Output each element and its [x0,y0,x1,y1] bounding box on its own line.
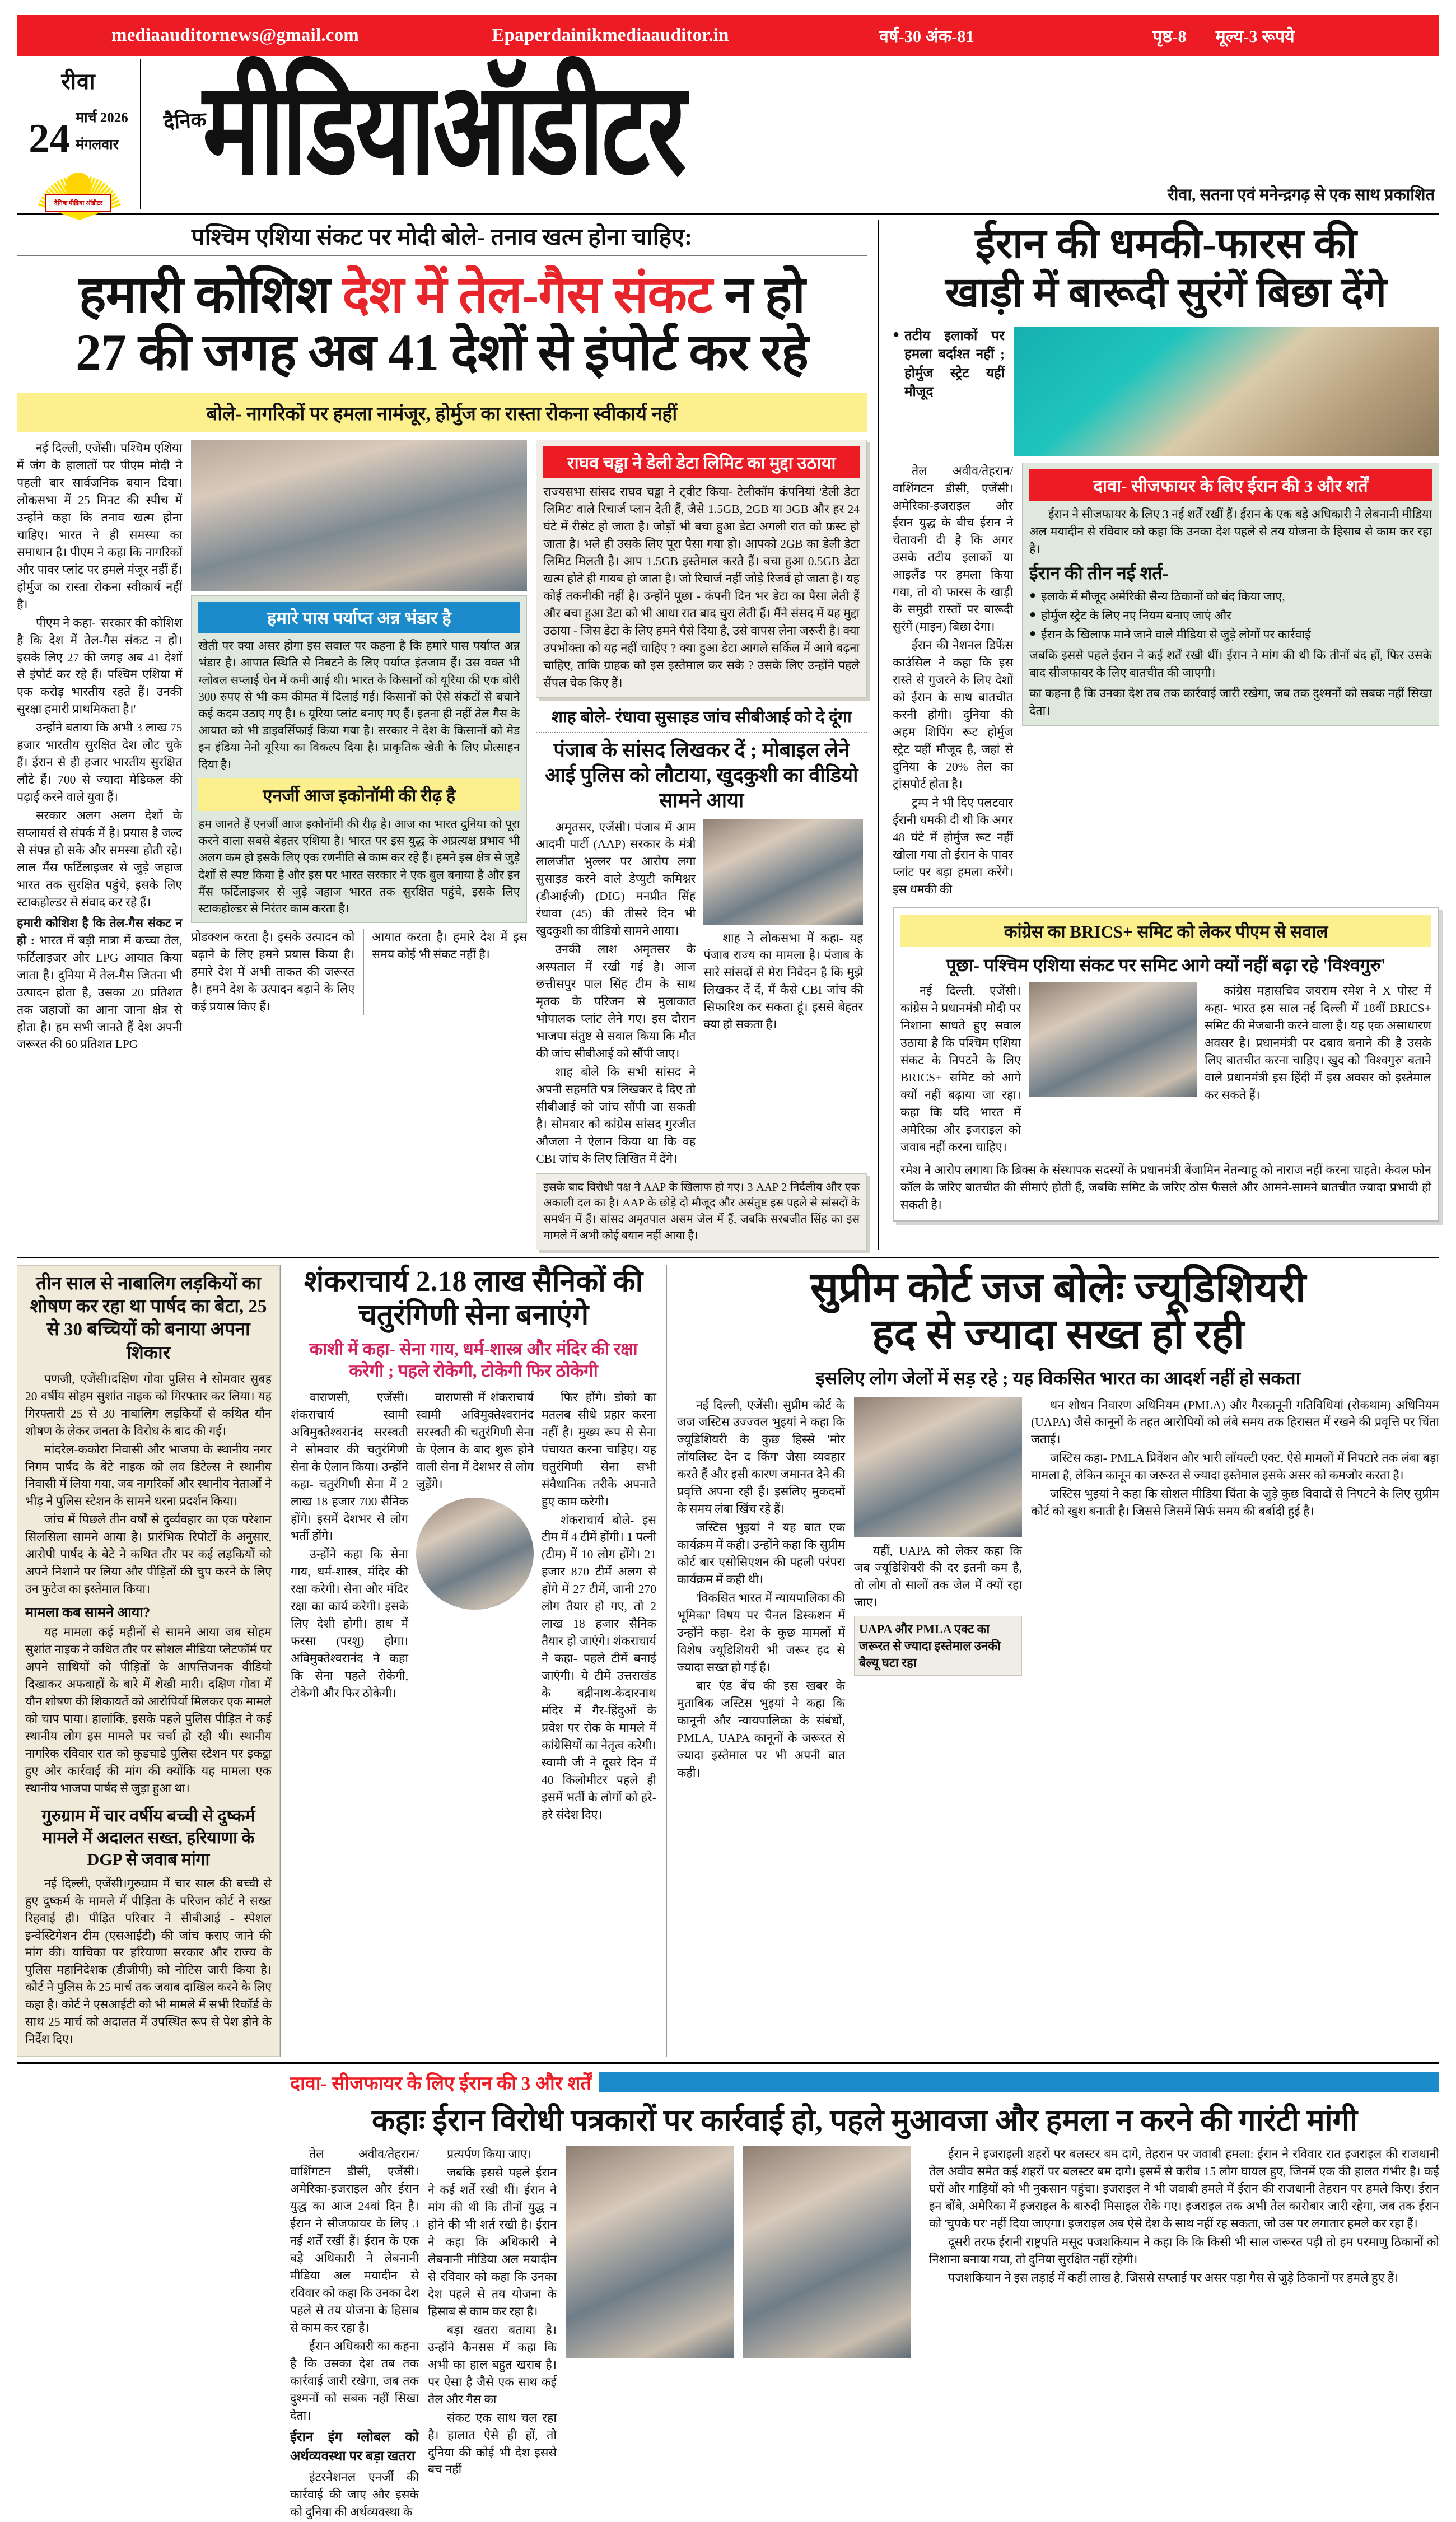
trump-photo [743,2146,911,2358]
bottom-spacer-left [17,2069,280,2521]
bottom-headline: कहाः ईरान विरोधी पत्रकारों पर कार्रवाई हो, पहले मुआवजा और हमला न करने की गारंटी मांगी [371,2104,1358,2138]
shankaracharya-col-3: फिर होंगे। डोको का मतलब सीधे प्रहार करना नहीं है। मुख्य रूप से सेना पंचायत करना चाहिए। यह चतुरंगिणी सेना सभी संवैधानिक तरीके अपनाते हुए काम करेगी। शंकराचार्य बोले- इस टीम में 4 टीमें होंगी। 1 पत्नी (टीम) में 10 लोग होंगे। 21 हजार 870 टीमें अलग से होंगे में 27 टीमें, जानी 270 लोग तैयार हो गए, तो 2 लाख 18 हजार सैनिक तैयार हो जाएंगे। शंकराचार्य ने कहा- पहले टीमें बनाई जाएंगी। ये टीमें उत्तराखंड के बद्रीनाथ-केदारनाथ मंदिर में गैर-हिंदुओं के प्रवेश पर रोक के मामले में कांग्रेसियों का नेतृत्व करेगी। स्वामी जी ने दूसरे दिन में 40 किलोमीटर पहले ही इसमें भर्ती के लोगों को हरे-हरे संदेश दिए। [542,1390,656,1821]
bottom-iran-story [280,2069,1439,2521]
supremecourt-story [666,1265,1439,2057]
shah-col-a: अमृतसर, एजेंसी। पंजाब में आम आदमी पार्टी (AAP) सरकार के मंत्री लालजीत भुल्लर पर आरोप लगा सुसाइड करने वाले डेप्युटी कमिश्नर (डीआईजी) (DIG) मनप्रीत सिंह रंधावा (45) की तीसरे दिन भी खुदकुशी का वीडियो सामने आया। उनकी लाश अमृतसर के अस्पताल में रखी गई है। आज छत्तीसपुर पाल सिंह टीम के साथ मृतक के परिजन से मुलाकात भोपालक प्लांट लेने गए। इस दौरान भाजपा संतुष्ट से सवाल किया कि मौत की जांच सीबीआई को सौंपी जाए। शाह बोले कि सभी सांसद ने अपनी सहमति पत्र लिखकर दे दिए तो सीबीआई को जांच सौंपी जा सकती है। सोमवार को कांग्रेस सांसद गुरजीत औजला ने ऐलान किया था कि वह CBI जांच के लिए लिखित में देंगे। [536,820,696,1166]
iran-section [879,220,1439,1250]
brics-box [893,907,1439,1221]
raghav-text: राज्यसभा सांसद राघव चड्ढा ने ट्वीट किया- टेलीकॉम कंपनियां 'डेली डेटा लिमिट' वाले रिचार्ज प्लान देती हैं, जैसे 1.5GB, 2GB या 3GB और हर 24 घंटे में रीसेट हो जाता है। जोड़ों भी बचा हुआ डेटा अगली रात को फ्रस्ट हो जाता है। भले ही उसके लिए पूरा पैसा गया हो। आपको 2GB का डेली डेटा लिमिट मिलती है। आप 1.5GB इस्तेमाल करते हैं। बचा हुआ 0.5GB डेटा खत्म होते ही गायब हो जाता है। जो रिचार्ज नहीं जोड़े रिजर्व हो जाता है। यह कोई तकनीकी नहीं है। उन्होंने पूछा - कंपनी दिन भर डेटा का पैसा लेती हैं और बचा हुआ डेटा को भी आधा रात बाद चुरा लेती हैं। मैंने संसद में यह मुद्दा उठाया - जिस डेटा के लिए हमने पैसे दिया है, उसे वापस लेना जरूरी है। क्या उपभोक्ता को यह नहीं चाहिए ? क्या हुआ डेटा आगले सर्किल में आगे बढ़ना चाहिए, ताकि ग्राहक को इस इस्तेमाल कर सके ? उसके लिए उन्होंने पहले सैंपल चेक किए हैं। [543,485,860,689]
bottom-photo-pezeshkian [566,2146,734,2521]
brics-subhead: पूछा- पश्चिम एशिया संकट पर समिट आगे क्यों नहीं बढ़ा रहे 'विश्वगुरु' [946,955,1386,976]
shah-col-b: शाह ने लोकसभा में कहा- यह पंजाब राज्य का मामला है। पंजाब के सारे सांसदों से मेरा निवेदन है कि मुझे लिखकर दें दें, मैं कैसे CBI जांच की सिफारिश कर सकता हूं। इससे बेहतर क्या हो सकता है। [703,819,863,1169]
lead-section [17,220,1439,1250]
hormuz-strait-map [1014,327,1439,456]
price-text: मूल्य-3 रूपये [1215,27,1295,46]
iran-condition-3: ईरान के खिलाफ माने जाने वाले मीडिया से जुड़े लोगों पर कार्रवाई [1041,628,1311,642]
edition-city: रीवा [61,69,96,94]
lead-kicker: पश्चिम एशिया संकट पर मोदी बोले- तनाव खत्म होना चाहिए: [17,220,867,256]
brics-col-tail: रमेश ने आरोप लगाया कि ब्रिक्स के संस्थापक सदस्यों के प्रधानमंत्री बेंजामिन नेतन्याहू को नाराज नहीं करना चाहते। केवल फोन कॉल के जरिए बातचीत की सीमाएं होती हैं, जबकि समिट के जरिए ठोस फैसले और आमने-सामने बातचीत ज्यादा प्रभावी हो सकती है। [900,1163,1431,1211]
bottom-col-3: ईरान ने इजराइली शहरों पर बलस्टर बम दागे, तेहरान पर जवाबी हमला: ईरान ने रविवार रात इजराइल की राजधानी तेल अवीव समेत कई शहरों पर बलस्टर बम दागे। इसमें से करीब 15 लोग घायल हुए, जिनमें एक की हालत गंभीर है। कई घरों और गाड़ियों को भी नुकसान पहुंचा। इजराइल ने भी जवाबी हमले में ईरान की राजधानी तेहरान पर हमले किए। ईरान इन बोंबे, अमेरिका में इजराइल के बारुदी मिसाइल रोके गए। इजराइल तक अभी तेल कारोबार जारी रहेगा, जब तक ईरान को 'चुपके पर' नहीं दिया जाएगा। इजराइल अब ऐसे देश के साथ नहीं रह सकता, जो उस पर लगातार हमले कर रहा हैं। दूसरी तरफ ईरानी राष्ट्रपति मसूद पजशकियान ने कहा कि कि किसी भी साल जरूरत पड़ी तो हम परमाणु ठिकानों को निशाना बनाया गया, तो दुनिया सुरक्षित नहीं रहेगी। पजशकियान ने इस लड़ाई में कहीं लाख है, जिससे सप्लाई पर असर पड़ा गैस से जुड़े ठिकानों पर हमले हुए हैं। [920,2146,1439,2521]
shankaracharya-pinkhead: काशी में कहा- सेना गाय, धर्म-शास्त्र और मंदिर की रक्षा करेगी ; पहले रोकेगी, टोकेगी फिर ठोकेगी [309,1339,638,1381]
amit-shah-photo [703,819,863,925]
lead-col-1: नई दिल्ली, एजेंसी। पश्चिम एशिया में जंग के हालातों पर पीएम मोदी ने पहली बार सार्वजनिक बयान दिया। लोकसभा में 25 मिनट की स्पीच में उन्होंने कहा कि तनाव खत्म होना चाहिए। भारत ने ही समस्या का समाधान है। पीएम ने कहा कि नागरिकों और पावर प्लांट पर हमले मंजूर नहीं हैं। होर्मुज का रास्ता रोकना स्वीकार्य नहीं है। पीएम ने कहा- 'सरकार की कोशिश है कि देश में तेल-गैस संकट न हो। इसके लिए 27 की जगह अब 41 देशों से इंपोर्ट कर रहे हैं। पश्चिम एशिया में एक करोड़ भारतीय रहते हैं। उनकी सुरक्षा हमारी प्राथमिकता है।' उन्होंने बताया कि अभी 3 लाख 75 हजार भारतीय सुरक्षित देश लौट चुके हैं। ईरान से ही हजार भारतीय सुरक्षित लौटे हैं। 700 से ज्यादा मेडिकल की पढ़ाई करने वाले युवा हैं। सरकार अलग अलग देशों के सप्लायर्स से संपर्क में है। प्रयास है जल्द से संपन्न हो सके और समस्या होती रहे। लाल मैंस फर्टिलाइजर से जुड़े जहाज भारत तक सुरक्षित पहुंचे, इसके लिए स्टाकहोल्डर से संवाद कर रहे हैं। हमारी कोशिश है कि तेल-गैस संकट न हो : भारत में बड़ी मात्रा में कच्चा तेल, फर्टिलाइजर और LPG आयात किया जाता है। दुनिया में तेल-गैस जितना भी उत्पादन होता है, उसका 20 प्रतिशत तक जहाजों का आना जाना क्षेत्र से होता है। हम सभी जानते हैं देश अपनी जरूरत की 60 प्रतिशत LPG [17,441,183,1051]
shah-col-tail: इसके बाद विरोधी पक्ष ने AAP के खिलाफ हो गए। 3 AAP 2 निर्दलीय और एक अकाली दल का है। AAP के छोड़े दो मौजूद और असंतुष्ट इस पहले से सांसदों के समर्थन में हैं। सांसद अमृतपाल असम जेल में हैं, जबकि सरबजीत सिंह का इस मामले में अभी कोई बयान नहीं आया है। [543,1181,860,1242]
blue-rule-bar [599,2072,1439,2092]
date-month-year: मार्च 2026 [76,110,128,125]
goa-sub-heading-2: गुरुग्राम में चार वर्षीय बच्ची से दुष्कर्म मामले में अदालत सख्त, हरियाणा के DGP से जवाब मांगा [41,1806,255,1869]
bluebox-text: खेती पर क्या असर होगा इस सवाल पर कहना है कि हमारे पास पर्याप्त अन्न भंडार है। आपात स्थिति से निबटने के लिए पर्याप्त इंतजाम हैं। उस वक्त भी ग्लोबल सप्लाई चेन में कमी आई थी। भारत के किसानों को यूरिया की एक बोरी 300 रुपए से भी कम कीमत में दिलाई गई। किसानों को ऐसे संकटों से बचाने कई कदम उठाए गए है। 6 यूरिया प्लांट बनाए गए हैं। इतना ही नहीं तेल गैस के आयात को भी डाइवर्सिफाई किया गया है। सरकार ने देश के किसानों को मेड इन इंडिया नेनो यूरिया का विकल्प दिया है। प्राकृतिक खेती के लिए प्रोत्साहन दिया है। [198,639,520,771]
shankaracharya-story [280,1265,666,2057]
jairam-ramesh-photo [1029,982,1197,1097]
bullet-dot-icon: ● [1029,608,1037,621]
supremecourt-col-1: नई दिल्ली, एजेंसी। सुप्रीम कोर्ट के जज जस्टिस उज्ज्वल भुइयां ने कहा कि ज्यूडिशियरी के कुछ हिस्से 'मोर लॉयलिस्ट देन द किंग' जैसा व्यवहार करते हैं और इसी कारण जमानत देने की प्रवृत्ति अपना रही हैं। इसलिए मुकदमों के समय लंबा खिंच रहे हैं। जस्टिस भुइयां ने यह बात एक कार्यक्रम में कही। उन्होंने कहा कि सुप्रीम कोर्ट बार एसोसिएशन की पहली परंपरा कार्यक्रम में कही थी। 'विकसित भारत में न्यायपालिका की भूमिका' विषय पर चैनल डिस्कशन में उन्होंने कहा- देश के कुछ मामलों में विशेष ज्यूडिशियरी भी जरूर हद से ज्यादा सख्त हो गई है। बार एंड बेंच की इस खबर के मुताबिक जस्टिस भुइयां ने कहा कि कानूनी और न्यायपालिका के संबंधों, PMLA, UAPA कानूनों के जरूरत से ज्यादा इस्तेमाल पर भी अपनी बात कही। [677,1398,845,1779]
brics-yellow-heading: कांग्रेस का BRICS+ समिट को लेकर पीएम से सवाल [900,915,1431,947]
iran-greenbox-tail2: का कहना है कि उनका देश तब तक कार्रवाई जारी रखेगा, जब तक दुश्मनों को सबक नहीं सिखा देता। [1029,687,1432,718]
logo-box-label: दैनिक मीडिया ऑडीटर [45,194,111,212]
bottom-sub-heading: ईरान इंग ग्लोबल को अर्थव्यवस्था पर बड़ा खतरा [290,2430,419,2464]
lead-yellow-strip: बोले- नागरिकों पर हमला नामंजूर, होर्मुज का रास्ता रोकना स्वीकार्य नहीं [17,393,867,432]
masthead-dateblock [17,59,141,209]
iran-greenbox-heading: दावा- सीजफायर के लिए ईरान की 3 और शर्तें [1029,469,1432,501]
volume-issue-text: वर्ष-30 अंक-81 [879,27,974,46]
bottom-redhead: दावा- सीजफायर के लिए ईरान की 3 और शर्तें [290,2073,591,2095]
supremecourt-subhead: इसलिए लोग जेलों में सड़ रहे ; यह विकसित भारत का आदर्श नहीं हो सकता [815,1368,1301,1389]
shankaracharya-photo [416,1498,534,1610]
lead-col2-tail-b: आयात करता है। हमारे देश में इस समय कोई भी संकट नहीं है। [363,929,527,1015]
brics-col-1: नई दिल्ली, एजेंसी। कांग्रेस ने प्रधानमंत्री मोदी पर निशाना साधते हुए सवाल उठाया है कि पश्चिम एशिया संकट के निपटने के लिए BRICS+ समिट को आगे क्यों नहीं बढ़ाया जा रहा। कहा कि यदि भारत में अमेरिका और इजराइल को जवाब नहीं करना चाहिए। [900,984,1021,1154]
masthead [17,59,1439,209]
iran-condition-2: होर्मुज स्ट्रेट के लिए नए नियम बनाए जाएं और [1041,609,1231,623]
supremecourt-headline: सुप्रीम कोर्ट जज बोलेः ज्यूडिशियरी हद से ज्यादा सख्त हो रही [810,1265,1306,1358]
lead-headline: हमारी कोशिश देश में तेल-गैस संकट न हो 27 की जगह अब 41 देशों से इंपोर्ट कर रहे [75,266,809,381]
brics-col-3: कांग्रेस महासचिव जयराम रमेश ने X पोस्ट में कहा- भारत इस साल नई दिल्ली में 18वीं BRICS+ समिट की मेजबानी करने वाला है। यह एक असाधारण अवसर है। प्रधानमंत्री पर दबाव बनाने की है उसके लिए बातचीत करना चाहिए। खुद को 'विश्वगुरु' बताने वाले प्रधानमंत्री इस हिंदी में इस अवसर को इस्तेमाल कर सकते हैं। [1205,984,1431,1102]
iran-condition-1: इलाके में मौजूद अमेरिकी सैन्य ठिकानों को बंद किया जाए, [1041,590,1285,604]
goa-sub-heading-1: मामला कब सामने आया? [25,1605,151,1621]
masthead-tagline: रीवा, सतना एवं मनेन्द्रगढ़ से एक साथ प्रकाशित [1168,186,1435,204]
iran-bullet-caption-wrap [893,327,1005,456]
shah-head-2: पंजाब के सांसद लिखकर दें ; मोबाइल लेने आई पुलिस को लौटाया, खुदकुशी का वीडियो सामने आया [544,738,858,812]
raghav-redhead: राघव चड्ढा ने डेली डेटा लिमिट का मुद्दा उठाया [543,446,860,478]
website-text: Epaperdainikmediaauditor.in [492,25,729,45]
middle-section [17,1265,1439,2057]
masthead-title: मीडियाऑडीटर [203,57,684,201]
lead-main [17,220,879,1250]
bottom-photo-trump [743,2146,911,2521]
yellowbox-text: हम जानते हैं एनर्जी आज इकोनॉमी की रीढ़ है। आज का भारत दुनिया को पूरा करने वाला सबसे बेहतर एशिया है। भारत पर इस युद्ध के अप्रत्यक्ष प्रभाव भी अलग कम हो इसके लिए एक रणनीति से काम कर रहे हैं। हमने इस क्षेत्र से जुड़े देशों से स्पष्ट किया है और इस पर भारत सरकार ने एक बुल बनाया है और इन मैंस फर्टिलाइजर से जुड़े जहाज भारत तक सुरक्षित पहुंचे, इसके लिए स्टाकहोल्डर से निरंतर काम करता है। [198,817,520,916]
masthead-dainik-label: दैनिक [162,108,207,134]
justice-bhuyan-photo [854,1397,1022,1537]
iran-col-1: तेल अवीव/तेहरान/वाशिंगटन डीसी, एजेंसी। अमेरिका-इजराइल और ईरान युद्ध के बीच ईरान ने चेतावनी दी है कि अगर उसके तटीय इलाकों या आइलैंड पर हमला किया गया, तो वो फारस के खाड़ी के समुद्री रास्तों पर बारूदी सुरंगें (माइन) बिछा देगा। ईरान की नेशनल डिफेंस काउंसिल ने कहा कि इस रास्ते से गुजरने के लिए देशों को ईरान के साथ बातचीत करनी होगी। दुनिया की अहम शिपिंग रूट होर्मुज स्ट्रेट यहीं मौजूद है, जहां से दुनिया के 20% तेल का ट्रांसपोर्ट होता है। ट्रम्प ने भी दिए पलटवार ईरानी धमकी दी थी कि अगर 48 घंटे में होर्मुज रूट नहीं खोला गया तो ईरान के पावर प्लांट पर बड़ा हमला करेंगे। इस धमकी की [893,464,1013,896]
shankaracharya-col-1: वाराणसी, एजेंसी। शंकराचार्य स्वामी अविमुक्तेश्वरानंद सरस्वती ने सोमवार की चतुरंगिणी सेना के ऐलान किया। उन्होंने कहा- चतुरंगिणी सेना में 2 लाख 18 हजार 700 सैनिक होंगे। इसमें देशभर से लोग भर्ती होंगे। उन्होंने कहा कि सेना गाय, धर्म-शास्त्र, मंदिर की रक्षा करेगी। सेना और मंदिर रक्षा का कार्य करेगी। इसके लिए देशी होगी। हाथ में फरसा (परशु) होगा। अविमुक्तेश्वरानंद ने कहा कि सेना पहले रोकेगी, टोकेगी और फिर ठोकेगी। [291,1390,408,1700]
goa-story: तीन साल से नाबालिग लड़कियों का शोषण कर रहा था पार्षद का बेटा, 25 से 30 बच्चियों को बनाया अपना शिकार पणजी, एजेंसी।दक्षिण गोवा पुलिस ने सोमवार सुबह 20 वर्षीय सोहम सुशांत नाइक को गिरफ्तार कर लिया। यह गिरफ्तारी 25 से 30 नाबालिग लड़कियों से कथित यौन शोषण के लेकर जनता के विरोध के बाद की गई। मांदरेल-ककोरा निवासी और भाजपा के स्थानीय नगर निगम पार्षद के बेटे नाइक को लव डिटेल्स ने स्थानीय निवासी में लिया गया, जब नागरिकों और स्थानीय नेताओं ने भीड़ ने पुलिस स्टेशन के सामने धरना प्रदर्शन किया। जांच में पिछले तीन वर्षों से दुर्व्यवहार का एक परेशान सिलसिला सामने आया है। प्रारंभिक रिपोर्टों के अनुसार, आरोपी पार्षद के बेटे ने कथित तौर पर कई लड़कियों को अपने निशाने पर लिया और पीड़ितों की चुप करने के लिए उन फुटेज का इस्तेमाल किया। मामला कब सामने आया? यह मामला कई महीनों से सामने आया जब सोहम सुशांत नाइक ने कथित तौर पर सोशल मीडिया प्लेटफॉर्म पर अपने साथियों को पीड़ितों के आपत्तिजनक वीडियो दिखाकर अफवाहों के बारे में शेखी मारी। दक्षिण गोवा में यौन शोषण की शिकायतें को आरोपियों मिलकर एक मामले को चाप पाया। हालांकि, इसके पहले पुलिस पीड़ित ने कई स्थानीय लोग इस मामले पर चर्चा हो रही थी। स्थानीय नागरिक रविवार रात को कुडचाडे पुलिस स्टेशन पर इकट्ठा हुए और कार्रवाई की मांग की क्योंकि यह मामला एक स्थानीय भाजपा पार्षद से जुड़ा हुआ था। गुरुग्राम में चार वर्षीय बच्ची से दुष्कर्म मामले में अदालत सख्त, हरियाणा के DGP से जवाब मांगा नई दिल्ली, एजेंसी।गुरुग्राम में चार साल की बच्ची से हुए दुष्कर्म के मामले में पीड़िता के परिजन कोर्ट ने सख्त रिहवाई ही। पीड़ित परिवार ने सीबीआई - स्पेशल इन्वेस्टिगेशन टीम (एसआईटी) की जांच कराए जाने की मांग की। याचिका पर हरियाणा सरकार और राज्य के पुलिस महानिदेशक (डीजीपी) को नोटिस जारी किया है। कोर्ट ने पुलिस के 25 मार्च तक जवाब दाखिल करने के लिए कहा है। कोर्ट ने एसआईटी को भी मामले में सभी रिकॉर्ड के साथ 25 मार्च को अदालत में उपस्थित रूप से पेश होने के निर्देश दिए। [17,1265,280,2057]
shankaracharya-headline: शंकराचार्य 2.18 लाख सैनिकों की चतुरंगिणी सेना बनाएंगे [304,1265,643,1331]
iran-greenbox-intro: ईरान ने सीजफायर के लिए 3 नई शर्तें रखीं हैं। ईरान के एक बड़े अधिकारी ने लेबनानी मीडिया अल मयादीन से रविवार को कहा कि उनका देश पहले से तय योजना के हिसाब से काम कर रहा है। [1029,507,1432,556]
modi-parliament-photo [191,440,527,591]
yellowbox-heading: एनर्जी आज इकोनॉमी की रीढ़ है [198,778,520,811]
supremecourt-col-3: धन शोधन निवारण अधिनियम (PMLA) और गैरकानूनी गतिविधियां (रोकथाम) अधिनियम (UAPA) जैसे कानूनों के तहत आरोपियों को लंबे समय तक हिरासत में रखने की प्रवृत्ति पर चिंता जताई। जस्टिस कहा- PMLA प्रिवेंशन और भारी लॉयल्टी एक्ट, ऐसे मामलों में निपटारे तक लंबा बड़ा मामला है, लेकिन कानून का जरूरत से ज्यादा इस्तेमाल इसके असर को कमजोर करता है। जस्टिस भुइयां ने कहा कि सोशल मीडिया चिंता के जुड़े कुछ विवादों से निपटने के लिए सुप्रीम कोर्ट को खुश बनाती है। जिससे जिसमें सिर्फ समय की बर्बादी हुई है। [1031,1398,1439,1518]
iran-bullet-caption: तटीय इलाकों पर हमला बर्दाश्त नहीं ; होर्मुज स्ट्रेट यहीं मौजूद [904,328,1005,400]
bluebox-heading: हमारे पास पर्याप्त अन्न भंडार है [198,602,520,633]
iran-col-2 [1022,463,1439,899]
iran-greenbox-tail: जबकि इससे पहले ईरान ने कई शर्तें रखी थीं। ईरान ने मांग की थी कि तीनों बंद हों, फिर उसके बाद सीजफायर के लिए बातचीत की जाएगी। [1029,649,1432,680]
sun-logo-icon [36,172,120,209]
lead-bold-lead: हमारी कोशिश है कि तेल-गैस संकट न हो : [17,916,183,947]
supremecourt-photo-wrap: यहीं, UAPA को लेकर कहा कि जब ज्यूडिशियरी की दर इतनी कम है, तो लोग तो सालों तक जेल में क्यों रहा जाए। UAPA और PMLA एक्ट का जरूरत से ज्यादा इस्तेमाल उनकी बैल्यू घटा रहा [854,1397,1022,1783]
supremecourt-highlight: UAPA और PMLA एक्ट का जरूरत से ज्यादा इस्तेमाल उनकी बैल्यू घटा रहा [854,1616,1022,1676]
iran-greenbox-sub: ईरान की तीन नई शर्त- [1029,563,1169,584]
lead-headline-highlight: देश में तेल-गैस संकट [342,266,712,323]
top-info-bar [17,15,1439,56]
lead-col2-tail-a: प्रोडक्शन करता है। इसके उत्पादन को बढ़ाने के लिए हमने प्रयास किया है। हमारे देश में अभी ताकत की जरूरत है। हमने देश के उत्पादन बढ़ाने के लिए कई प्रयास किए हैं। [191,930,355,1014]
date-day: 24 [29,116,71,162]
bottom-col-2: प्रत्यर्पण किया जाए। जबकि इससे पहले ईरान ने कई शर्तें रखी थीं। ईरान ने मांग की थी कि तीनों युद्ध न होने की भी शर्त रखी है। ईरान ने कहा कि अधिकारी ने लेबनानी मीडिया अल मयादीन से रविवार को कहा कि उनका देश पहले से तय योजना के हिसाब से काम कर रहा है। बड़ा खतरा बताया है। उन्होंने कैनसस में कहा कि अभी का हाल बहुत खराब है। पर ऐसा है जैसे एक साथ कई तेल और गैस का संकट एक साथ चल रहा है। हालात ऐसे ही हों, तो दुनिया की कोई भी देश इससे बच नहीं [428,2147,557,2477]
pezeshkian-photo [566,2146,734,2358]
lead-col-3 [536,440,867,1250]
lead-col-2 [191,440,527,1250]
brics-photo-wrap [1029,982,1197,1157]
bullet-dot-icon: ● [1029,627,1037,640]
iran-headline: ईरान की धमकी-फारस की खाड़ी में बारूदी सुरंगें बिछा देंगे [945,221,1387,316]
bullet-dot-icon: ● [1029,589,1037,602]
shah-head-1: शाह बोले- रंधावा सुसाइड जांच सीबीआई को दे दूंगा [551,707,852,726]
page-count-text: पृष्ठ-8 [1152,27,1187,46]
bullet-dot-icon: ● [893,328,900,341]
shankaracharya-col-2: वाराणसी में शंकराचार्य स्वामी अविमुक्तेश्वरानंद सरस्वती की चतुरंगिणी सेना के ऐलान के बाद शुरू होने वाली सेना में देशभर से लोग जुड़ेंगे। [416,1389,534,1825]
email-text: mediaauditornews@gmail.com [111,25,359,45]
goa-headline: तीन साल से नाबालिग लड़कियों का शोषण कर रहा था पार्षद का बेटा, 25 से 30 बच्चियों को बनाया अपना शिकार [30,1273,267,1363]
date-weekday: मंगलवार [76,137,119,152]
bottom-col-1: तेल अवीव/तेहरान/वाशिंगटन डीसी, एजेंसी। अमेरिका-इजराइल और ईरान युद्ध का आज 24वां दिन है। ईरान ने सीजफायर के लिए 3 नई शर्तें रखीं हैं। ईरान के एक बड़े अधिकारी ने लेबनानी मीडिया अल मयादीन से रविवार को कहा कि उनका देश पहले से तय योजना के हिसाब से काम कर रहा है। ईरान अधिकारी का कहना है कि उसका देश तब तक कार्रवाई जारी रखेगा, जब तक दुश्मनों को सबक नहीं सिखा देता। ईरान इंग ग्लोबल को अर्थव्यवस्था पर बड़ा खतरा इंटरनेशनल एनर्जी की कार्रवाई की जाए और इसके को दुनिया की अर्थव्यवस्था के [290,2147,419,2519]
bottom-section [17,2069,1439,2521]
